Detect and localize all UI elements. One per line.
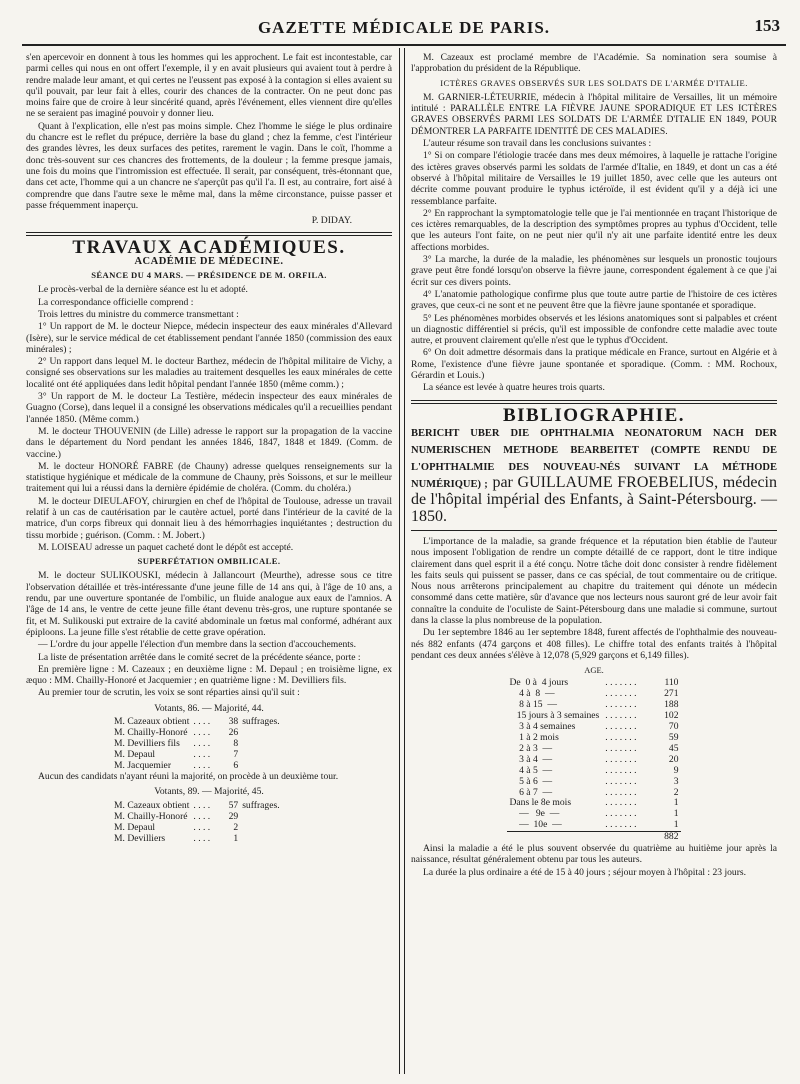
table-row: M. Jacquemier . . . . 6	[112, 760, 282, 771]
header-rule	[22, 44, 786, 46]
table-row: 6 à 7 — . . . . . . . 2	[507, 788, 682, 799]
age-label: 2 à 3 —	[509, 742, 553, 754]
age-label: 6 à 7 —	[509, 786, 553, 798]
age-label: 1 à 2 mois	[509, 732, 559, 743]
section-divider	[26, 232, 392, 236]
book-title: BERICHT UBER DIE OPHTHALMIA NEONATORUM NACH DER NUMERISCHEN METHODE BEARBEITET (COMPTE RENDU DE L'OPHTHALMIE DES NOUVEAU-NÉS SUIVANT LA MÉTHODE NUMÉRIQUE) ;	[411, 427, 777, 490]
paragraph: En première ligne : M. Cazeaux ; en deuxième ligne : M. Depaul ; en troisième ligne, ex æquo : MM. Chailly-Honoré et Jacquemier ; en quatrième ligne : M. Devilliers fils.	[26, 663, 392, 687]
book-author: par GUILLAUME FROEBELIUS, médecin de l'hôpital impérial des Enfants, à Saint-Pétersbourg. — 1850.	[411, 473, 778, 525]
candidate-name: M. Depaul	[114, 821, 156, 833]
section-title: TRAVAUX ACADÉMIQUES.	[72, 237, 346, 259]
vote-unit: suffrages.	[242, 716, 280, 728]
candidate-name: M. Devilliers fils	[114, 738, 180, 750]
paragraph: Le procès-verbal de la dernière séance est lu et adopté.	[38, 284, 248, 296]
paragraph: 3° La marche, la durée de la maladie, les phénomènes sur lesquels un pronostic toujours grave peut être fondé lorsqu'on observe la fièvre jaune, correspondent également à ce que j'ai écrit sur ces divers points.	[411, 254, 777, 288]
age-count: 59	[668, 732, 679, 743]
paragraph: M. LOISEAU adresse un paquet cacheté dont le dépôt est accepté.	[38, 541, 294, 553]
article-signature: P. DIDAY.	[311, 215, 352, 227]
vote-unit	[240, 738, 281, 749]
table-row: M. Chailly-Honoré . . . . 26	[112, 727, 282, 738]
page-header	[22, 14, 786, 44]
vote-unit	[240, 811, 281, 822]
vote-count: 7	[233, 749, 239, 761]
vote-unit	[240, 822, 281, 833]
table-row: 3 à 4 — . . . . . . . 20	[507, 755, 682, 766]
paragraph: 2° En rapprochant la symptomatologie telle que je l'ai mentionnée en traçant l'historique de ces ictères remarquables, de la description des symptômes propres au typhus d'Occident, telle que les auteurs l'ont faite, on ne peut nier qu'il n'y ait une parfaite identité entre les deux affections morbides.	[411, 207, 777, 253]
vote-unit: suffrages.	[242, 799, 280, 811]
journal-title: GAZETTE MÉDICALE DE PARIS.	[257, 18, 551, 37]
left-column	[26, 52, 392, 844]
paragraph: M. le docteur HONORÉ FABRE (de Chauny) adresse quelques renseignements sur la statistique hygiénique et médicale de la commune de Chauny, près Soissons, et sur le meilleur traitement qui lui a réussi dans la dernière épidémie de choléra. (Comm. du choléra.)	[26, 460, 392, 495]
age-count: 9	[673, 764, 679, 776]
age-count: 45	[668, 742, 679, 754]
age-count: 1	[673, 797, 679, 809]
table-row: 2 à 3 — . . . . . . . 45	[507, 744, 682, 755]
paragraph: La séance est levée à quatre heures trois quarts.	[423, 382, 605, 394]
paragraph: Trois lettres du ministre du commerce transmettant :	[38, 308, 239, 320]
bibliography-heading	[411, 423, 777, 525]
paragraph: Au premier tour de scrutin, les voix se sont réparties ainsi qu'il suit :	[38, 687, 300, 699]
candidate-name: M. Cazeaux obtient	[114, 716, 190, 728]
age-count: 188	[664, 699, 679, 711]
vote-table	[112, 800, 282, 844]
page-number: 153	[754, 16, 780, 35]
table-row: M. Cazeaux obtient . . . . 38 suffrages.	[114, 716, 280, 728]
paragraph: La durée la plus ordinaire a été de 15 à 40 jours ; séjour moyen à l'hôpital : 23 jours.	[423, 866, 747, 878]
paragraph: — L'ordre du jour appelle l'élection d'un membre dans la section d'accouchements.	[38, 639, 357, 651]
paragraph: 2° Un rapport dans lequel M. le docteur Barthez, médecin de l'hôpital militaire de Vichy, a consigné ses observations sur les maladies au traitement desquelles les eaux minérales de cette localité ont été appliquées dans ledit hôpital pendant l'année 1850 (même comm.) ;	[26, 356, 392, 390]
divider	[411, 530, 777, 531]
age-label: — 9e —	[509, 808, 560, 820]
age-count: 3	[673, 775, 679, 787]
age-label: 3 à 4 semaines	[509, 721, 576, 733]
paragraph: La liste de présentation arrêtée dans le comité secret de la précédente séance, porte :	[38, 651, 361, 663]
table-row: — 9e — . . . . . . . 1	[507, 809, 682, 820]
vote-unit	[240, 760, 281, 771]
vote-count: 6	[233, 760, 239, 772]
table-row: M. Devilliers fils . . . . 8	[112, 738, 282, 749]
table-total-row	[507, 832, 682, 843]
vote-unit	[240, 833, 281, 844]
age-label: 5 à 6 —	[509, 775, 553, 787]
vote-count: 1	[233, 832, 239, 844]
academy-heading: ACADÉMIE DE MÉDECINE.	[134, 255, 284, 267]
age-label: 3 à 4 —	[509, 753, 553, 765]
age-count: 2	[673, 786, 679, 798]
table-row: — 10e — . . . . . . . 1	[507, 820, 682, 831]
paragraph: 1° Un rapport de M. le docteur Niepce, médecin inspecteur des eaux minérales d'Allevard (Isère), sur le service médical de cet établissement pendant l'année 1850 (commission des eaux minérales) ;	[26, 321, 392, 355]
paragraph: Du 1er septembre 1846 au 1er septembre 1848, furent affectés de l'ophthalmie des nouveau-nés 882 enfants (474 garçons et 408 filles). Le chiffre total des enfants traités à l'hôpital pendant ces deux années s'élève à 12,078 (5,929 garçons et 6,149 filles).	[411, 627, 777, 661]
candidate-name: M. Devilliers	[114, 832, 166, 844]
vote-unit	[240, 727, 281, 738]
paragraph: Aucun des candidats n'ayant réuni la majorité, on procède à un deuxième tour.	[38, 771, 339, 783]
paragraph: L'importance de la maladie, sa grande fréquence et la réputation bien établie de l'auteur nous imposent l'obligation de rendre un compte détaillé de ce rapport, dont le titre indique clairement dans quel esprit il a été conçu. Notre tâche doit donc consister à rendre fidèlement les faits seuls qui puissent se passer, dans ce cas spécial, de tout commentaire ou de critique. Nous nous arrêterons principalement au chapitre du traitement qui dénote un médecin consommé dans cette matière, sûr d'avance que nos lecteurs nous sauront gré de leur avoir fait connaître la conduite de l'oculiste de Saint-Pétersbourg dans une maladie si commune, surtout dans la classe la plus nombreuse de la population.	[411, 535, 777, 626]
age-count: 110	[664, 677, 679, 689]
age-count: 20	[668, 753, 679, 765]
table-row: Dans le 8e mois . . . . . . . 1	[507, 798, 682, 809]
paragraph: M. Cazeaux est proclamé membre de l'Académie. Sa nomination sera soumise à l'approbation du président de la République.	[411, 52, 777, 75]
paragraph: 3° Un rapport de M. le docteur La Testière, médecin inspecteur des eaux minérales de Guagno (Corse), dans lequel il a consigné les observations médicales qu'il a recueillies pendant l'année 1850. (Même comm.)	[26, 391, 392, 425]
seance-heading: SÉANCE DU 4 MARS. — PRÉSIDENCE DE M. ORFILA.	[91, 270, 327, 281]
vote-count: 38	[228, 716, 239, 728]
table-row: 15 jours à 3 semaines . . . . . . . 102	[507, 711, 682, 722]
age-label: 4 à 8 —	[509, 688, 555, 700]
table-row: 8 à 15 — . . . . . . . 188	[507, 700, 682, 711]
age-table-heading: AGE.	[584, 665, 604, 676]
table-row: M. Depaul . . . . 2	[112, 822, 282, 833]
age-count: 1	[673, 808, 679, 820]
paragraph: Quant à l'explication, elle n'est pas moins simple. Chez l'homme le siége le plus ordinaire du chancre est le reflet du prépuce, derrière la base du gland ; chez la femme, c'est l'intérieur des grandes lèvres, les deux surfaces des petites, rarement le vagin. Dans le coït, l'homme a donc très-souvent sur ces chancres des frottements, de la douleur ; la femme presque jamais, une fois du moins que l'intromission est effectuée. Il serait, par conséquent, très-étonnant que, dans cet acte, l'homme qui a un chancre ne s'aperçût pas qu'il l'a. Il est, au contraire, fort aisé à comprendre que dans l'autre sexe le même mal, dans la même circonstance, puisse passer et passe fréquemment inaperçu.	[26, 120, 392, 211]
age-label: 8 à 15 —	[509, 699, 557, 711]
vote-table	[112, 716, 282, 771]
age-total: 882	[639, 832, 681, 843]
paragraph: M. le docteur SULIKOUSKI, médecin à Jallancourt (Meurthe), adresse sous ce titre l'observation détaillée et très-intéressante d'une jeune fille de 14 ans qui, à l'âge de 10 ans, a rendu, par une ouverture spontanée de l'ombilic, un fluide analogue aux eaux de l'amnios. A l'âge de 14 ans, le ventre de cette jeune fille étant devenu très-gros, une rupture spontanée se fit, et M. Sulikouski put extraire de la cavité abdominale un fœtus mal conformé, adhérant aux épiploons. La jeune fille s'est rétablie de cette grave opération.	[26, 570, 392, 638]
candidate-name: M. Depaul	[114, 749, 156, 761]
table-row: M. Depaul . . . . 7	[112, 749, 282, 760]
section-divider	[411, 400, 777, 404]
candidate-name: M. Chailly-Honoré	[114, 810, 188, 822]
candidate-name: M. Chailly-Honoré	[114, 727, 188, 739]
table-row: M. Chailly-Honoré . . . . 29	[112, 811, 282, 822]
vote-unit	[240, 749, 281, 760]
age-table	[507, 678, 682, 843]
paragraph: 1° Si on compare l'étiologie tracée dans mes deux mémoires, à laquelle je rattache l'origine des ictères graves observés parmi les soldats de l'armée d'Italie, en 1849, et dont un cas a été observé à l'hôpital militaire de Versailles le 19 juillet 1850, avec celle que les auteurs ont décrite comme pouvant produire le typhus ictéroïde, il est évident qu'il y a déjà ici une ressemblance parfaite.	[411, 150, 777, 207]
paragraph: Ainsi la maladie a été le plus souvent observée du quatrième au huitième jour après la naissance, résultat généralement obtenu par tous les auteurs.	[411, 843, 777, 866]
table-row: M. Devilliers . . . . 1	[112, 833, 282, 844]
paragraph: M. le docteur THOUVENIN (de Lille) adresse le rapport sur la propagation de la vaccine dans le département du Nord pendant les années 1846, 1847, 1848 et 1849. (Comm. de vaccine.)	[26, 425, 392, 460]
table-row: 5 à 6 — . . . . . . . 3	[507, 777, 682, 788]
vote-count: 57	[228, 799, 239, 811]
vote-count: 26	[228, 727, 239, 739]
age-count: 102	[664, 710, 679, 722]
vote-heading: Votants, 89. — Majorité, 45.	[154, 786, 264, 798]
paragraph: M. le docteur DIEULAFOY, chirurgien en chef de l'hôpital de Toulouse, adresse un travail relatif à un cas de cautérisation par le cautère actuel, porté dans l'intérieur de la cavité de la matrice, d'un corps fibreux qui donnait lieu à des hémorrhagies inquiétantes ; destruction du tissu morbide ; guérison. (Comm. : M. Jobert.)	[26, 495, 392, 541]
right-column	[411, 52, 777, 879]
vote-count: 2	[233, 821, 239, 833]
vote-count: 29	[228, 810, 239, 822]
table-row: 4 à 5 — . . . . . . . 9	[507, 766, 682, 777]
table-row: 3 à 4 semaines . . . . . . . 70	[507, 722, 682, 733]
table-row: M. Cazeaux obtient . . . . 57 suffrages.	[114, 799, 280, 811]
age-count: 271	[664, 688, 679, 700]
paragraph: M. GARNIER-LÉTEURRIE, médecin à l'hôpital militaire de Versailles, lit un mémoire intitulé : PARALLÈLE ENTRE LA FIÈVRE JAUNE SPORADIQUE ET LES ICTÈRES GRAVES OBSERVÉS PARMI LES SOLDATS DE L'ARMÉE D'ITALIE EN 1849, POUR DÉMONTRER LA PARFAITE IDENTITÉ DE CES MALADIES.	[411, 91, 777, 137]
table-row: 4 à 8 — . . . . . . . 271	[507, 689, 682, 700]
age-label: — 10e —	[509, 819, 562, 831]
subsection-heading: SUPERFÉTATION OMBILICALE.	[137, 556, 281, 567]
subsection-heading: ICTÈRES GRAVES OBSERVÉS SUR LES SOLDATS DE L'ARMÉE D'ITALIE.	[440, 77, 748, 88]
age-label: 4 à 5 —	[509, 764, 553, 776]
paragraph: La correspondance officielle comprend :	[38, 296, 194, 308]
age-label: De 0 à 4 jours	[509, 677, 569, 689]
column-divider	[399, 48, 405, 1074]
vote-count: 8	[233, 738, 239, 750]
candidate-name: M. Jacquemier	[114, 760, 172, 772]
age-label: Dans le 8e mois	[509, 797, 572, 809]
paragraph: s'en apercevoir en donnent à tous les hommes qui les approchent. Le fait est incontestable, car parmi celles qui nous en ont offert l'exemple, il y en avait plusieurs qui avaient tout à perdre à rendre malade leur amant, et qui certes ne l'eussent pas exposé à la contagion si elles avaient su qu'il pouvait, par leur fait à elles, courir des chances de la contracter. On ne peut donc pas moins faire que de croire à leur sincérité quand, après l'événement, elles viennent dire qu'elles ne se seraient pas imaginé pouvoir y donner lieu.	[26, 52, 392, 120]
section-title: BIBLIOGRAPHIE.	[502, 404, 685, 426]
table-row: De 0 à 4 jours . . . . . . . 110	[507, 678, 682, 689]
paragraph: 4° L'anatomie pathologique confirme plus que toute autre partie de l'histoire de ces ictères graves, que ceux-ci ne sont et ne peuvent être que la fièvre jaune spontanée et sporadique.	[411, 288, 777, 312]
paragraph: 5° Les phénomènes morbides observés et les lésions anatomiques sont si palpables et créent un diagnostic différentiel si précis, qu'il est impossible de confondre cette maladie avec toute autre, et prouvent clairement qu'elle n'est que le typhus d'Occident.	[411, 312, 777, 347]
vote-heading: Votants, 86. — Majorité, 44.	[154, 702, 264, 714]
paragraph: L'auteur résume son travail dans les conclusions suivantes :	[423, 138, 652, 150]
candidate-name: M. Cazeaux obtient	[114, 799, 190, 811]
age-count: 70	[668, 721, 679, 733]
paragraph: 6° On doit admettre désormais dans la pratique médicale en France, surtout en Algérie et à Rome, l'existence d'une fièvre jaune spontanée et sporadique. (Comm. : MM. Rochoux, Gérardin et Louis.)	[411, 347, 777, 382]
age-count: 1	[673, 819, 679, 831]
table-row: 1 à 2 mois . . . . . . . 59	[507, 733, 682, 744]
age-label: 15 jours à 3 semaines	[509, 710, 600, 722]
